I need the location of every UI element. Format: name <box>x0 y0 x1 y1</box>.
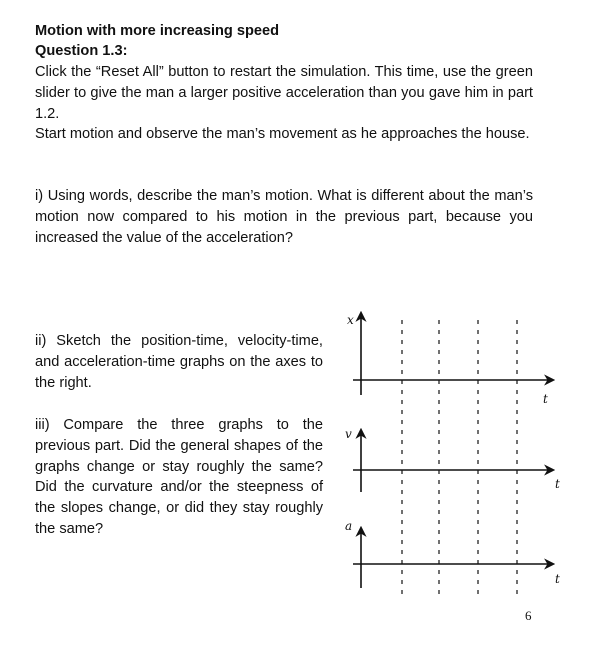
section-title: Motion with more increasing speed <box>35 23 280 39</box>
velocity-axis-label: v <box>345 427 352 441</box>
instructions-block <box>35 62 533 124</box>
part-i-text: i) Using words, describe the man’s motion. What is different about the man’s motion now compared to his motion in the previous part, because you increased the value of the acceleration? <box>35 188 533 246</box>
acceleration-time-axes <box>345 519 560 588</box>
time-axis-label: t <box>555 477 560 491</box>
part-iii-text: iii) Compare the three graphs to the previous part. Did the general shapes of the graphs change or stay roughly the same? Did the curvature and/or the steepness of the slopes change, or did they stay roughly the same? <box>35 417 323 537</box>
position-axis-label: x <box>347 313 354 327</box>
instructions-text: Click the “Reset All” button to restart the simulation. This time, use the green slider to give the man a larger positive acceleration than you gave him in part 1.2. <box>35 64 533 122</box>
acceleration-axis-label: a <box>345 519 353 533</box>
section-title-block <box>35 21 533 42</box>
position-time-axes <box>347 313 553 406</box>
part-i-block <box>35 186 533 248</box>
velocity-time-axes <box>345 427 560 492</box>
blank-motion-graphs <box>335 300 575 610</box>
start-instruction-text: Start motion and observe the man’s movement as he approaches the house. <box>35 126 530 142</box>
page-number: 6 <box>525 608 532 623</box>
part-ii-text: ii) Sketch the position-time, velocity-time, and acceleration-time graphs on the axes to the right. <box>35 333 323 391</box>
start-instruction-block <box>35 124 533 145</box>
question-heading-block <box>35 41 533 62</box>
question-heading: Question 1.3: <box>35 43 128 59</box>
time-axis-label: t <box>543 392 548 406</box>
time-axis-label: t <box>555 572 560 586</box>
